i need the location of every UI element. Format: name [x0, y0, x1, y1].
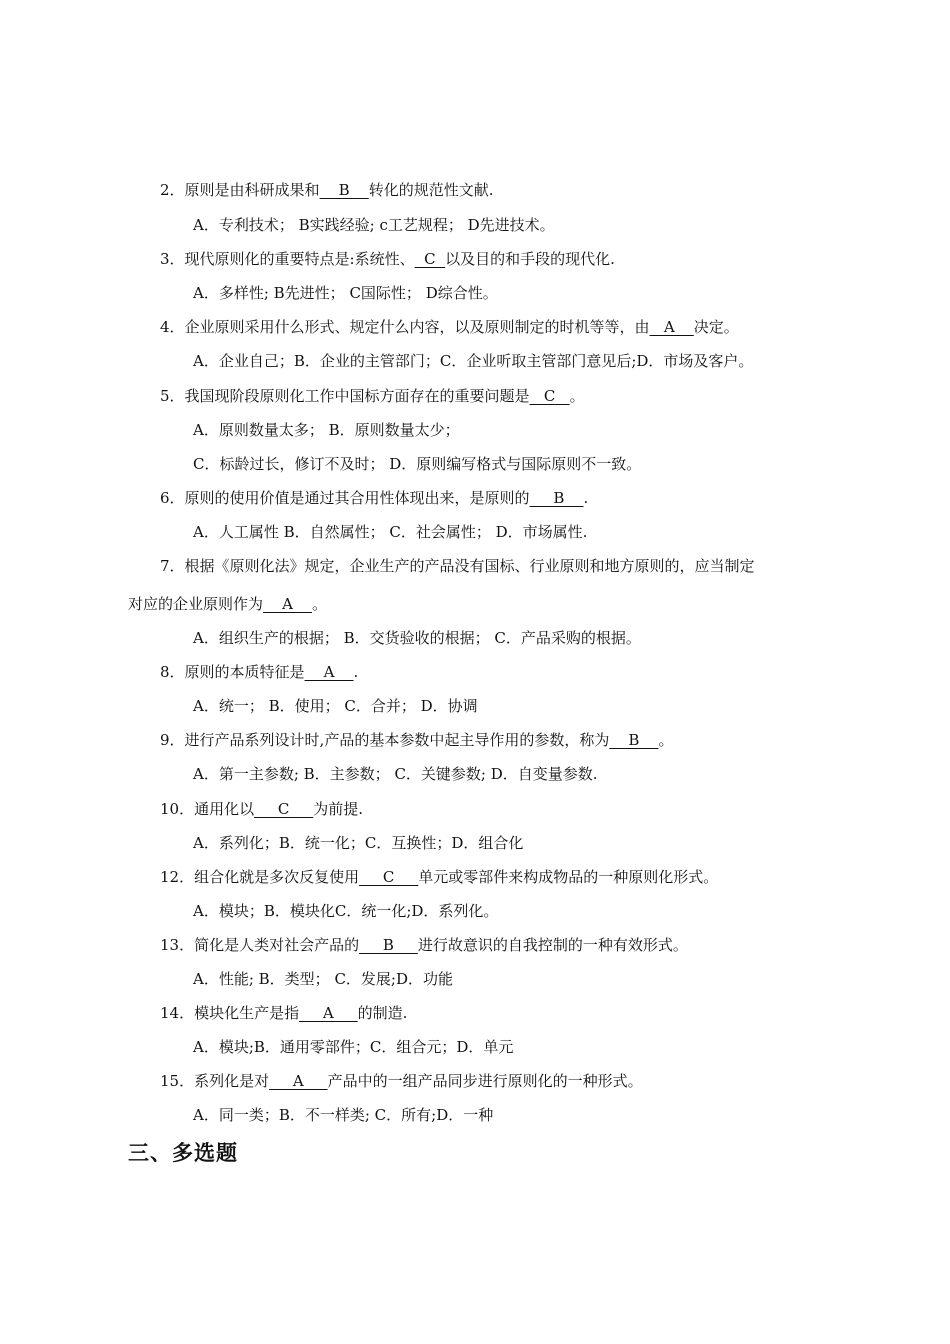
question-text: 决定。 — [693, 318, 739, 336]
answer-blank: B — [359, 936, 418, 954]
question-text: 2．原则是由科研成果和 — [160, 181, 320, 199]
options-9: A．第一主参数; B．主参数； C．关键参数; D．自变量参数. — [193, 765, 598, 783]
options-2: A．专利技术； B实践经验; c工艺规程； D先进技术。 — [193, 216, 555, 234]
question-15 — [160, 1071, 643, 1091]
question-text: 的制造. — [357, 1004, 408, 1022]
question-14 — [160, 1003, 407, 1023]
answer-blank: C — [414, 250, 446, 268]
options-15: A．同一类；B．不一样类; C．所有;D．一种 — [193, 1106, 494, 1124]
answer-blank: A — [269, 1072, 328, 1090]
question-text: 12．组合化就是多次反复使用 — [160, 868, 360, 886]
question-text: 5．我国现阶段原则化工作中国标方面存在的重要问题是 — [160, 387, 530, 405]
options-4: A．企业自己；B．企业的主管部门；C．企业听取主管部门意见后;D．市场及客户。 — [193, 352, 754, 370]
question-text: 4．企业原则采用什么形式、规定什么内容，以及原则制定的时机等等，由 — [160, 318, 650, 336]
answer-blank: A — [649, 318, 694, 336]
options-13: A．性能; B．类型； C．发展;D．功能 — [193, 970, 454, 988]
question-text: 转化的规范性文献. — [368, 181, 494, 199]
question-2 — [160, 180, 494, 200]
options-12: A．模块；B．模块化C．统一化;D．系列化。 — [193, 902, 499, 920]
answer-blank: B — [529, 489, 584, 507]
question-text: 为前提. — [313, 800, 364, 818]
question-9 — [160, 730, 674, 750]
question-text: . — [353, 663, 359, 681]
question-4 — [160, 317, 739, 337]
question-text: 以及目的和手段的现代化. — [445, 250, 615, 268]
question-text: 产品中的一组产品同步进行原则化的一种形式。 — [327, 1072, 643, 1090]
question-text: 单元或零部件来构成物品的一种原则化形式。 — [418, 868, 719, 886]
question-text: 。 — [312, 595, 328, 613]
question-text: 进行故意识的自我控制的一种有效形式。 — [417, 936, 688, 954]
answer-blank: B — [609, 731, 659, 749]
question-text: 6．原则的使用价值是通过其合用性体现出来，是原则的 — [160, 489, 530, 507]
question-text: 14．模块化生产是指 — [160, 1004, 300, 1022]
answer-blank: C — [359, 868, 419, 886]
options-14: A．模块;B．通用零部件；C．组合元；D．单元 — [193, 1038, 514, 1056]
question-text: 对应的企业原则作为 — [128, 595, 264, 613]
question-10 — [160, 799, 363, 819]
question-text: 8．原则的本质特征是 — [160, 663, 305, 681]
question-text: 9．进行产品系列设计时,产品的基本参数中起主导作用的参数，称为 — [160, 731, 610, 749]
options-6: A．人工属性 B．自然属性； C．社会属性； D．市场属性. — [193, 523, 588, 541]
question-3 — [160, 249, 615, 269]
question-text: 。 — [569, 387, 585, 405]
options-10: A．系列化；B．统一化；C．互换性；D．组合化 — [193, 834, 524, 852]
question-5 — [160, 386, 585, 406]
question-12 — [160, 867, 718, 887]
question-text: 。 — [658, 731, 674, 749]
question-text: 15．系列化是对 — [160, 1072, 270, 1090]
question-13 — [160, 935, 688, 955]
answer-blank: A — [299, 1004, 358, 1022]
question-7-cont — [128, 594, 327, 614]
question-text: . — [583, 489, 589, 507]
question-text: 3．现代原则化的重要特点是:系统性、 — [160, 250, 415, 268]
question-text: 13．简化是人类对社会产品的 — [160, 936, 360, 954]
options-8: A．统一； B．使用； C．合并； D．协调 — [193, 697, 478, 715]
options-5b: C．标龄过长，修订不及时； D．原则编写格式与国际原则不一致。 — [193, 455, 642, 473]
answer-blank: C — [529, 387, 570, 405]
options-3: A．多样性; B先进性； C国际性； D综合性。 — [193, 284, 498, 302]
question-text: 10．通用化以 — [160, 800, 255, 818]
answer-blank: A — [304, 663, 354, 681]
answer-blank: A — [263, 595, 312, 613]
section-heading: 三、多选题 — [128, 1141, 238, 1165]
question-7: 7．根据《原则化法》规定，企业生产的产品没有国标、行业原则和地方原则的，应当制定 — [160, 557, 755, 575]
question-6 — [160, 488, 588, 508]
options-5a: A．原则数量太多； B．原则数量太少； — [193, 421, 460, 439]
options-7: A．组织生产的根据； B．交货验收的根据； C．产品采购的根据。 — [193, 629, 641, 647]
answer-blank: B — [319, 181, 369, 199]
question-8 — [160, 662, 358, 682]
answer-blank: C — [254, 800, 314, 818]
